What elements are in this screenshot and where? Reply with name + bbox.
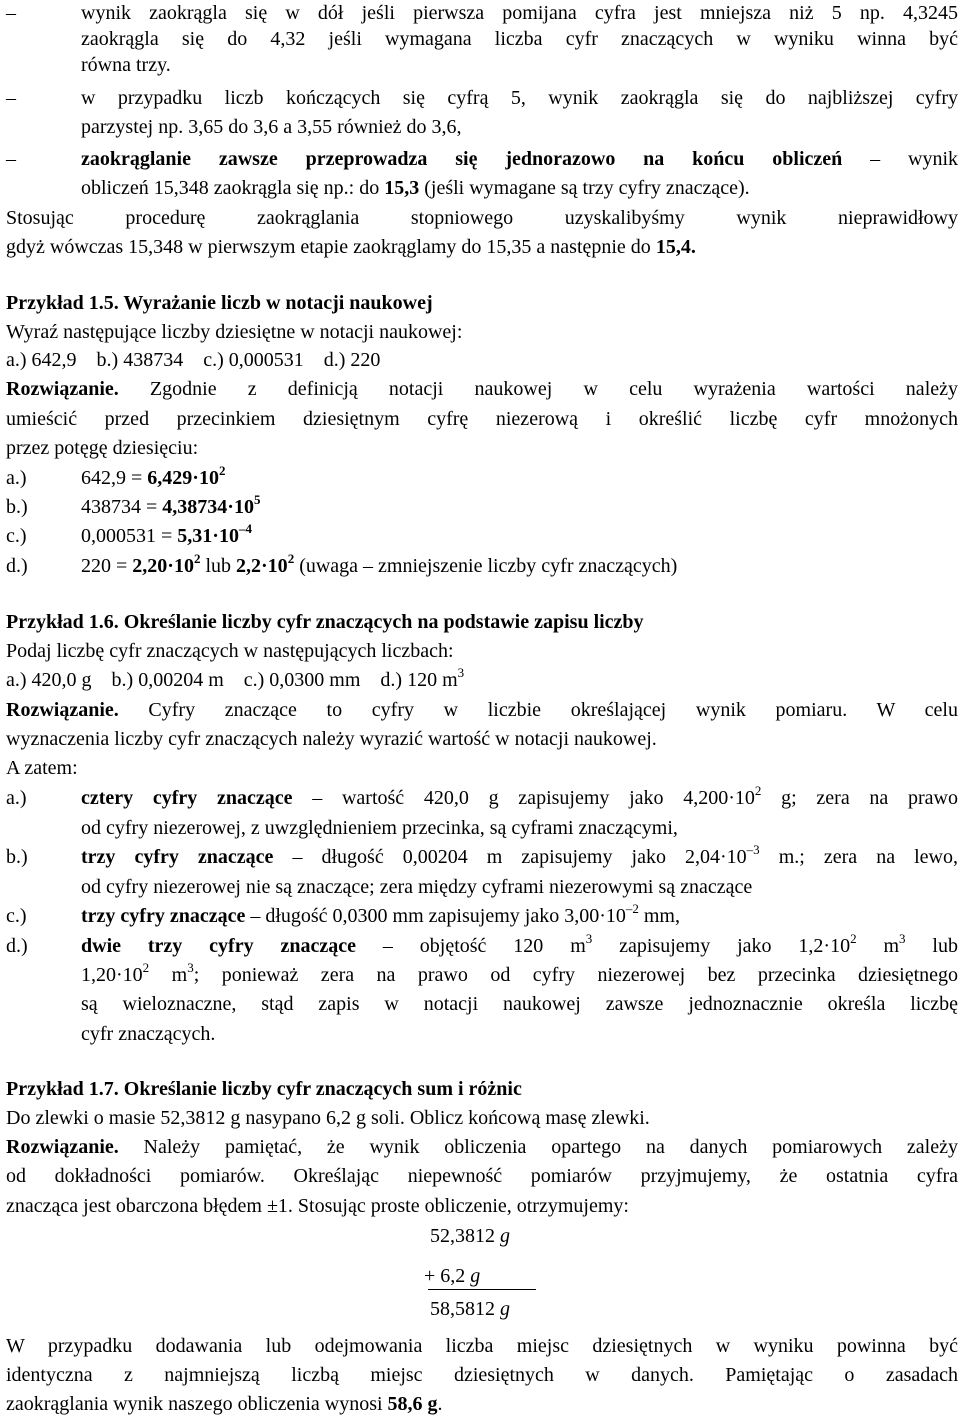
example-1-5-solution-line-3: przez potęgę dziesięciu:: [6, 437, 199, 459]
answer-c: $0,000531 = 5,31\cdot 10^{-4}$: [81, 521, 252, 547]
bullet-dash: –: [6, 2, 16, 24]
answer-b: $438734 = 4,38734\cdot 10^5$: [81, 492, 261, 518]
answer-label-a: a.): [6, 467, 27, 489]
item-a-line-2: od cyfry niezerowej, z uwzględnieniem przecinka, są cyframi znaczącymi,: [81, 817, 678, 839]
calc-line-2: + 6,2 g: [424, 1265, 481, 1287]
example-1-5-title: Przykład 1.5. Wyrażanie liczb w notacji naukowej: [6, 292, 433, 314]
final-line-1: W przypadku dodawania lub odejmowania liczba miejsc dziesiętnych w wyniku powinna być: [6, 1335, 958, 1357]
item-label-d: d.): [6, 935, 28, 957]
bullet-dash: –: [6, 87, 16, 109]
example-1-5-solution-line-1: Rozwiązanie. Zgodnie z definicją notacji naukowej w celu wyrażenia wartości należy: [6, 378, 958, 400]
item-label-b: b.): [6, 846, 28, 868]
bullet-2-line-2: parzystej np. 3,65 do 3,6 a 3,55 również do 3,6,: [81, 116, 462, 138]
item-b-line-1: trzy cyfry znaczące – długość 0,00204 m zapisujemy jako $2,04\cdot 10^{-3}$ m.; zera na lewo,: [81, 844, 958, 868]
answer-label-b: b.): [6, 496, 28, 518]
answer-a: $642,9 = 6,429\cdot 10^2$: [81, 463, 226, 489]
bullet-3-line-3: Stosując procedurę zaokrąglania stopniowego uzyskalibyśmy wynik nieprawidłowy: [6, 207, 958, 229]
example-1-7-task: Do zlewki o masie 52,3812 g nasypano 6,2 g soli. Oblicz końcową masę zlewki.: [6, 1107, 650, 1129]
example-1-6-solution-line-1: Rozwiązanie. Cyfry znaczące to cyfry w liczbie określającej wynik pomiaru. W celu: [6, 699, 958, 721]
final-line-2: identyczna z najmniejszą liczbą miejsc dziesiętnych w danych. Pamiętając o zasadach: [6, 1364, 958, 1386]
answer-label-d: d.): [6, 555, 28, 577]
answer-d: $220 = 2,20\cdot 10^2$ lub $2,2\cdot 10^2$ (uwaga – zmniejszenie liczby cyfr znaczących): [81, 551, 678, 577]
bullet-1-line-1: wynik zaokrągla się w dół jeśli pierwsza pomijana cyfra jest mniejsza niż 5 np. 4,3245: [81, 2, 958, 24]
calc-sum-rule: [428, 1289, 536, 1290]
item-a-line-1: cztery cyfry znaczące – wartość 420,0 g zapisujemy jako $4,200\cdot 10^2$ g; zera na prawo: [81, 785, 958, 809]
example-1-7-solution-line-2: od dokładności pomiarów. Określając niepewność pomiarów przyjmujemy, że ostatnia cyfra: [6, 1165, 958, 1187]
calc-line-3: 58,5812 g: [430, 1298, 510, 1320]
bullet-3-line-2: obliczeń 15,348 zaokrągla się np.: do 15,3 (jeśli wymagane są trzy cyfry znaczące).: [81, 177, 750, 199]
bullet-1-line-2: zaokrągla się do 4,32 jeśli wymagana liczba cyfr znaczących w wyniku winna być: [81, 28, 958, 50]
bullet-1-line-3: równa trzy.: [81, 54, 171, 76]
example-1-5-items: a.) 642,9 b.) 438734 c.) 0,000531 d.) 220: [6, 349, 381, 371]
example-1-5-task: Wyraź następujące liczby dziesiętne w notacji naukowej:: [6, 321, 463, 343]
item-d-line-1: dwie trzy cyfry znaczące – objętość 120 $m^3$ zapisujemy jako $1,2\cdot 10^2$ $m^3$ lub: [81, 933, 958, 957]
item-b-line-2: od cyfry niezerowej nie są znaczące; zera między cyframi niezerowymi są znaczące: [81, 876, 753, 898]
calc-line-1: 52,3812 g: [430, 1225, 510, 1247]
item-d-line-2: $1,20\cdot 10^2$ $m^3$; ponieważ zera na prawo od cyfry niezerowej bez przecinka dziesiętnego: [81, 962, 958, 986]
example-1-6-therefore: A zatem:: [6, 757, 78, 779]
example-1-6-solution-line-2: wyznaczenia liczby cyfr znaczących należy wyrazić wartość w notacji naukowej.: [6, 728, 657, 750]
bullet-dash: –: [6, 148, 16, 170]
item-d-line-4: cyfr znaczących.: [81, 1023, 216, 1045]
example-1-5-solution-line-2: umieścić przed przecinkiem dziesiętnym cyfrę niezerową i określić liczbę cyfr mnożonych: [6, 408, 958, 430]
example-1-6-items: a.) 420,0 g b.) 0,00204 m c.) 0,0300 mm d.) 120 $m^3$: [6, 667, 465, 691]
item-label-c: c.): [6, 905, 27, 927]
bullet-3-line-4: gdyż wówczas 15,348 w pierwszym etapie zaokrąglamy do 15,35 a następnie do 15,4.: [6, 236, 696, 258]
example-1-7-solution-line-3: znacząca jest obarczona błędem ±1. Stosując proste obliczenie, otrzymujemy:: [6, 1195, 629, 1217]
example-1-7-title: Przykład 1.7. Określanie liczby cyfr znaczących sum i różnic: [6, 1078, 522, 1100]
item-label-a: a.): [6, 787, 27, 809]
example-1-6-task: Podaj liczbę cyfr znaczących w następujących liczbach:: [6, 640, 454, 662]
bullet-3-line-1: zaokrąglanie zawsze przeprowadza się jednorazowo na końcu obliczeń – wynik: [81, 148, 958, 170]
item-c-line-1: trzy cyfry znaczące – długość 0,0300 mm zapisujemy jako $3,00\cdot 10^{-2}$ mm,: [81, 903, 680, 927]
final-line-3: zaokrąglania wynik naszego obliczenia wynosi 58,6 g.: [6, 1393, 443, 1415]
example-1-6-title: Przykład 1.6. Określanie liczby cyfr znaczących na podstawie zapisu liczby: [6, 611, 644, 633]
bullet-2-line-1: w przypadku liczb kończących się cyfrą 5, wynik zaokrągla się do najbliższej cyfry: [81, 87, 958, 109]
example-1-7-solution-line-1: Rozwiązanie. Należy pamiętać, że wynik obliczenia opartego na danych pomiarowych zależy: [6, 1136, 958, 1158]
answer-label-c: c.): [6, 525, 27, 547]
item-d-line-3: są wieloznaczne, stąd zapis w notacji naukowej zawsze jednoznacznie określa liczbę: [81, 993, 958, 1015]
